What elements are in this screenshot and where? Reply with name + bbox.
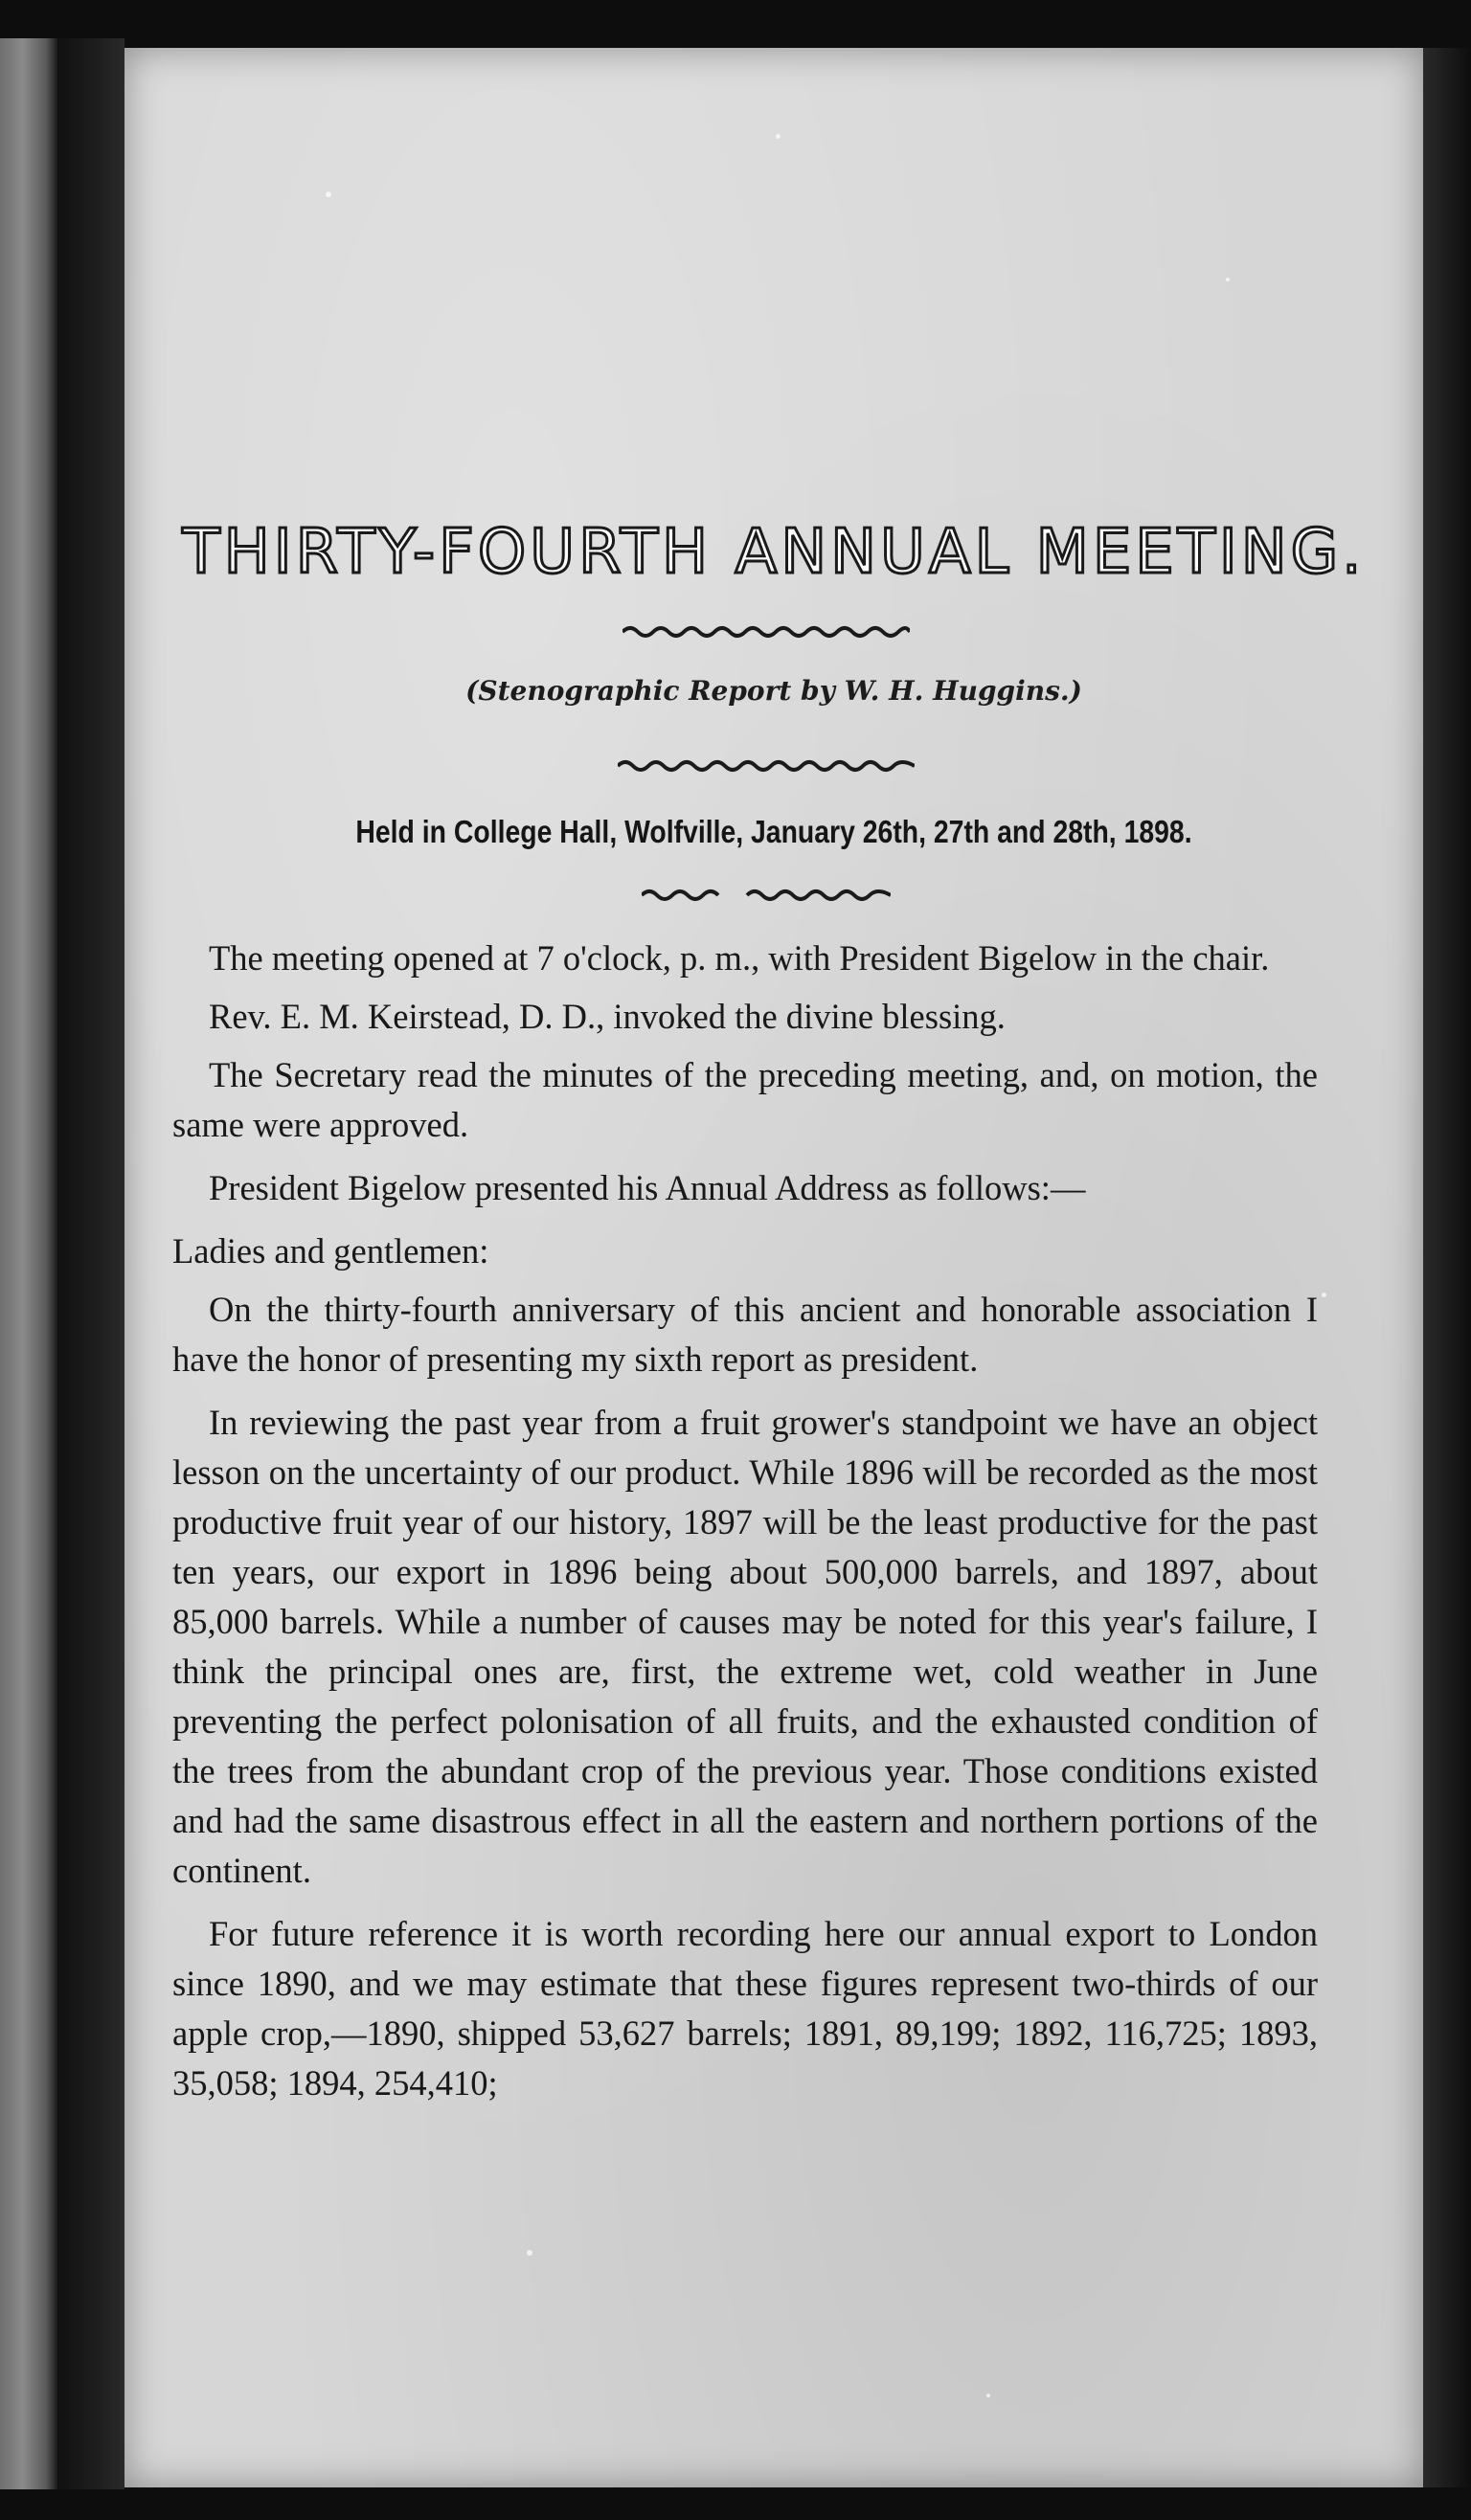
paragraph-address-intro: President Bigelow presented his Annual Address as follows:— (209, 1168, 1086, 1207)
ornament-divider-bottom (642, 886, 891, 905)
paragraph-minutes: The Secretary read the minutes of the preceding meeting, and, on motion, the same were approved. (172, 1055, 1318, 1144)
scan-speck (326, 191, 331, 197)
paragraph-salutation: Ladies and gentlemen: (172, 1231, 489, 1271)
paragraph-meeting-opened: The meeting opened at 7 o'clock, p. m., with President Bigelow in the chair. (209, 938, 1270, 978)
document-body (172, 934, 1318, 2117)
meeting-location-date: Held in College Hall, Wolfville, January 26th, 27th and 28th, 1898. (355, 814, 1192, 849)
page-title: THIRTY-FOURTH ANNUAL MEETING. (182, 517, 1366, 588)
scan-speck (527, 2250, 532, 2256)
paragraph-anniversary: On the thirty-fourth anniversary of this ancient and honorable association I have the honor of presenting my sixth report as president. (172, 1290, 1318, 1379)
ornament-divider-middle (618, 756, 915, 776)
adjacent-page-edge (0, 38, 57, 2489)
scan-speck (986, 2394, 990, 2397)
scan-speck (776, 134, 781, 139)
paragraph-invocation: Rev. E. M. Keirstead, D. D., invoked the divine blessing. (209, 997, 1006, 1036)
paragraph-review: In reviewing the past year from a fruit grower's standpoint we have an object lesson on the uncertainty of our product. While 1896 will be recorded as the most productive fruit year of our history, 1897 will be the least productive for the past ten years, our export in 1896 being about 500,000 barrels, and 1897, about 85,000 barrels. While a number of causes may be noted for this year's failure, I think the principal ones are, first, the extreme wet, cold weather in June preventing the perfect polonisation of all fruits, and the exhausted condition of the trees from the abundant crop of the previous year. Those conditions existed and had the same disastrous effect in all the eastern and northern portions of the continent. (172, 1403, 1318, 1890)
page-right-shadow (1423, 48, 1471, 2487)
paragraph-exports: For future reference it is worth recording here our annual export to London since 1890, and we may estimate that these figures represent two-thirds of our apple crop,—1890, shipped 53,627 barrels; 1891, 89,199; 1892, 116,725; 1893, 35,058; 1894, 254,410; (172, 1914, 1318, 2103)
scan-speck (1226, 278, 1230, 281)
scan-speck (1322, 1293, 1326, 1297)
ornament-divider-top (622, 622, 910, 641)
page-gutter (57, 38, 124, 2489)
document-page (124, 48, 1423, 2487)
document-subtitle: (Stenographic Report by W. H. Huggins.) (465, 675, 1082, 707)
